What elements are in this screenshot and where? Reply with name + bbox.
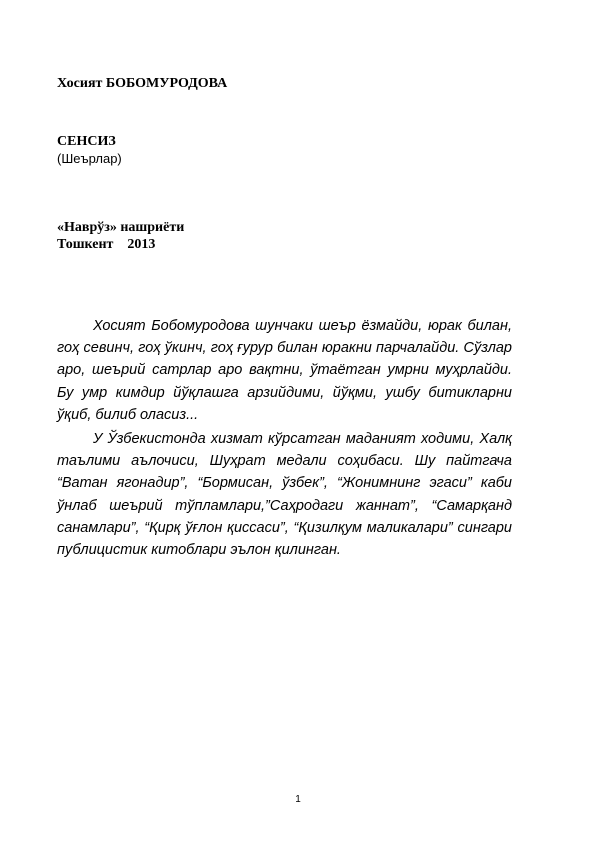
publication-place-year [57, 237, 155, 253]
book-subtitle: (Шеърлар) [57, 151, 122, 166]
publication-year: 2013 [127, 237, 156, 252]
author-name: Хосият БОБОМУРОДОВА [57, 76, 228, 91]
paragraph: У Ўзбекистонда хизмат кўрсатган маданият ходими, Халқ таълими аълочиси, Шуҳрат медали соҳибаси. Шу пайтгача “Ватан ягонадир”, “Бормисан, ўзбек”, “Жонимнинг эгаси” каби ўнлаб шеърий тўпламлари,”Саҳродаги жаннат”, “Самарқанд санамлари”, “Қирқ ўғлон қиссаси”, “Қизилқум маликалари” сингари публицистик китоблари эълон қилинган. [57, 431, 512, 559]
publication-place: Тошкент [57, 237, 114, 252]
paragraph: Хосият Бобомуродова шунчаки шеър ёзмайди, юрак билан, гоҳ севинч, гоҳ ўкинч, гоҳ ғурур билан юракни парчалайди. Сўзлар аро, шеърий сатрлар аро вақтни, ўтаётган умрни муҳрлайди. Бу умр кимдир йўқлашга арзийдими, йўқми, ушбу битикларни ўқиб, билиб оласиз... [57, 318, 512, 423]
publisher-name: «Наврўз» нашриёти [57, 220, 185, 235]
page-number: 1 [295, 794, 301, 805]
book-title: СЕНСИЗ [57, 134, 116, 149]
